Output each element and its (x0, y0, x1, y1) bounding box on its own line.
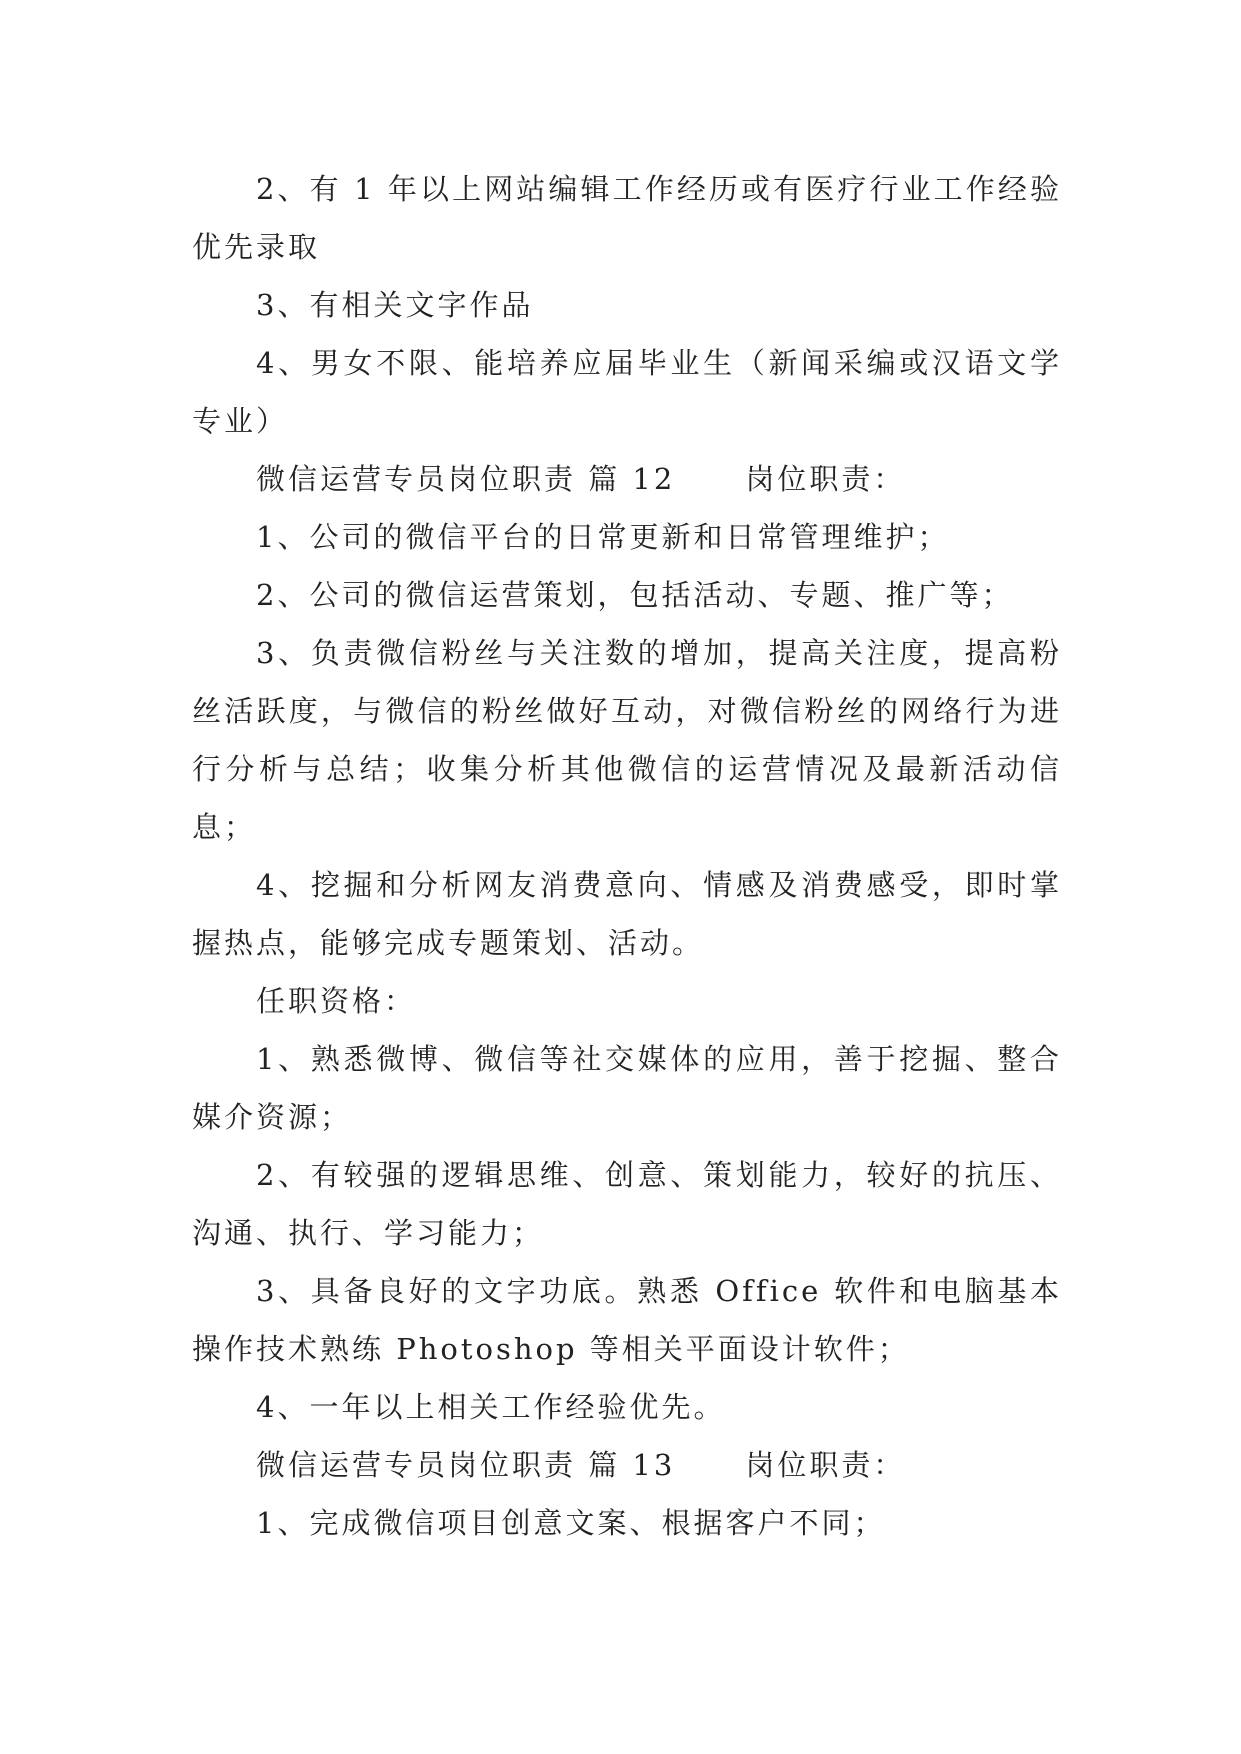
paragraph: 1、熟悉微博、微信等社交媒体的应用，善于挖掘、整合媒介资源； (192, 1042, 1062, 1134)
paragraph: 1、公司的微信平台的日常更新和日常管理维护； (256, 520, 950, 554)
paragraph: 3、具备良好的文字功底。熟悉 Office 软件和电脑基本操作技术熟练 Photoshop 等相关平面设计软件； (192, 1274, 1062, 1366)
paragraph-qualifications-label: 任职资格： (256, 984, 417, 1018)
section-heading-12 (192, 450, 1062, 508)
paragraph: 1、完成微信项目创意文案、根据客户不同； (256, 1506, 886, 1540)
paragraph: 4、男女不限、能培养应届毕业生（新闻采编或汉语文学专业） (192, 346, 1062, 438)
section-subtitle: 岗位职责： (745, 1448, 906, 1482)
paragraph: 2、有较强的逻辑思维、创意、策划能力，较好的抗压、沟通、执行、学习能力； (192, 1158, 1062, 1250)
paragraph: 4、挖掘和分析网友消费意向、情感及消费感受，即时掌握热点，能够完成专题策划、活动。 (192, 868, 1062, 960)
section-subtitle: 岗位职责： (745, 462, 906, 496)
paragraph: 2、有 1 年以上网站编辑工作经历或有医疗行业工作经验优先录取 (192, 172, 1062, 264)
paragraph: 3、负责微信粉丝与关注数的增加，提高关注度，提高粉丝活跃度，与微信的粉丝做好互动，对微信粉丝的网络行为进行分析与总结；收集分析其他微信的运营情况及最新活动信息； (192, 636, 1062, 844)
section-title: 微信运营专员岗位职责 篇 13 (256, 1448, 676, 1482)
section-title: 微信运营专员岗位职责 篇 12 (256, 462, 676, 496)
paragraph: 4、一年以上相关工作经验优先。 (256, 1390, 726, 1424)
paragraph: 2、公司的微信运营策划，包括活动、专题、推广等； (256, 578, 1014, 612)
section-heading-13 (192, 1436, 1062, 1494)
paragraph: 3、有相关文字作品 (256, 288, 534, 322)
document-body (192, 160, 1062, 1552)
